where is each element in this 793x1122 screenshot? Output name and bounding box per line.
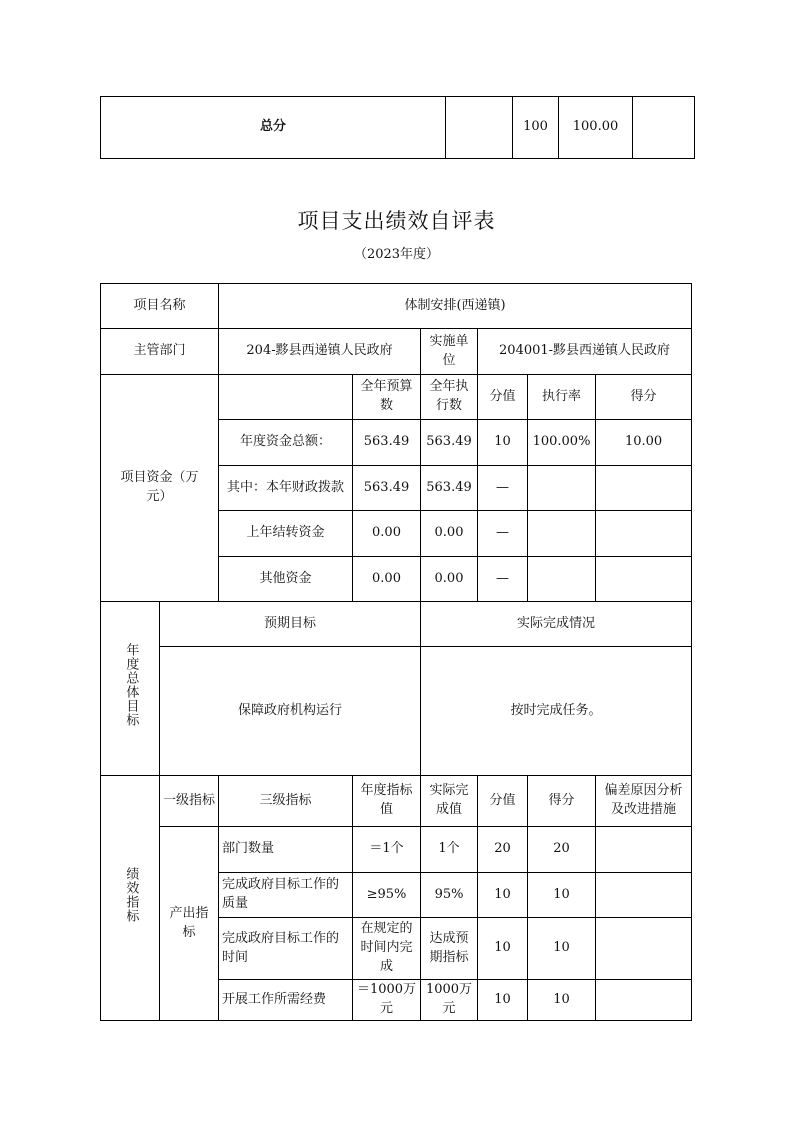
indicator-cell: 20 [478, 827, 528, 873]
goals-label-cell [101, 602, 160, 776]
funds-cell: 年度资金总额： [219, 420, 353, 466]
funds-cell: — [478, 557, 528, 602]
funds-header: 分值 [478, 375, 528, 420]
funds-cell [528, 511, 596, 557]
funds-cell: 563.49 [353, 466, 421, 511]
evaluation-table [100, 283, 692, 1021]
funds-label-text: 项目资金（万元） [120, 470, 199, 504]
indicator-cell: 开展工作所需经费 [219, 980, 353, 1021]
funds-cell: 上年结转资金 [219, 511, 353, 557]
expected-goal-text: 保障政府机构运行 [160, 647, 421, 776]
funds-cell: 0.00 [421, 511, 478, 557]
indicator-header: 年度指标值 [353, 776, 421, 827]
funds-header: 全年预算数 [353, 375, 421, 420]
funds-cell: 0.00 [353, 557, 421, 602]
total-score-label: 总分 [101, 97, 446, 159]
indicator-cell: 达成预期指标 [421, 918, 478, 980]
funds-cell: — [478, 466, 528, 511]
total-score-cell [633, 97, 695, 159]
indicator-cell: 95% [421, 873, 478, 918]
indicator-header: 三级指标 [219, 776, 353, 827]
funds-cell: 其他资金 [219, 557, 353, 602]
total-score-cell [446, 97, 513, 159]
indicator-cell: 10 [478, 873, 528, 918]
indicator-header: 实际完成值 [421, 776, 478, 827]
impl-label: 实施单位 [421, 329, 478, 375]
funds-cell: 563.49 [421, 420, 478, 466]
indicator-cell: 10 [528, 980, 596, 1021]
funds-cell: 0.00 [421, 557, 478, 602]
indicator-cell: ≥95% [353, 873, 421, 918]
funds-cell [596, 557, 692, 602]
indicator-header: 得分 [528, 776, 596, 827]
indicator-cell: 1000万元 [421, 980, 478, 1021]
total-score-value: 100.00 [559, 97, 633, 159]
funds-cell [528, 466, 596, 511]
page-title: 项目支出绩效自评表 [297, 209, 496, 233]
indicator-cell [596, 918, 692, 980]
dept-label: 主管部门 [101, 329, 219, 375]
expected-goal-header: 预期目标 [160, 602, 421, 647]
funds-header: 得分 [596, 375, 692, 420]
funds-cell: 10.00 [596, 420, 692, 466]
actual-goal-text: 按时完成任务。 [421, 647, 692, 776]
funds-cell: 0.00 [353, 511, 421, 557]
funds-cell: 563.49 [353, 420, 421, 466]
indicator-cell: 完成政府目标工作的时间 [219, 918, 353, 980]
indicator-cell: 20 [528, 827, 596, 873]
indicator-header: 分值 [478, 776, 528, 827]
funds-header: 执行率 [528, 375, 596, 420]
dept-value: 204-黟县西递镇人民政府 [219, 329, 421, 375]
indicator-cell: 10 [478, 918, 528, 980]
indicator-cell: 在规定的时间内完成 [353, 918, 421, 980]
project-name-value: 体制安排(西递镇) [219, 284, 692, 329]
impl-value: 204001-黟县西递镇人民政府 [478, 329, 692, 375]
indicators-label-cell [101, 776, 160, 1021]
funds-cell: 其中：本年财政拨款 [219, 466, 353, 511]
indicator-cell: 完成政府目标工作的质量 [219, 873, 353, 918]
total-score-max: 100 [513, 97, 559, 159]
funds-cell: 100.00% [528, 420, 596, 466]
funds-cell [528, 557, 596, 602]
indicator-cell: 部门数量 [219, 827, 353, 873]
indicators-label: 绩效指标 [123, 866, 139, 923]
project-name-label: 项目名称 [101, 284, 219, 329]
indicator-cell: ＝1000万元 [353, 980, 421, 1021]
indicator-cell: 10 [478, 980, 528, 1021]
indicator-cell [596, 827, 692, 873]
indicator-cell: ＝1个 [353, 827, 421, 873]
indicator-cell: 10 [528, 873, 596, 918]
indicator-header: 一级指标 [160, 776, 219, 827]
indicator-cell: 1个 [421, 827, 478, 873]
indicator-cell [596, 980, 692, 1021]
actual-goal-header: 实际完成情况 [421, 602, 692, 647]
indicator-cell: 10 [528, 918, 596, 980]
indicator-group-text: 产出指标 [169, 905, 209, 940]
indicator-header: 偏差原因分析及改进措施 [596, 776, 692, 827]
funds-header [219, 375, 353, 420]
total-score-table [100, 96, 695, 159]
indicator-group [160, 827, 219, 1021]
funds-header: 全年执行数 [421, 375, 478, 420]
funds-cell [596, 511, 692, 557]
indicator-cell [596, 873, 692, 918]
funds-cell [596, 466, 692, 511]
goals-label: 年度总体目标 [123, 643, 139, 728]
funds-label [101, 375, 219, 602]
funds-cell: 563.49 [421, 466, 478, 511]
funds-cell: 10 [478, 420, 528, 466]
year-subtitle: （2023年度） [353, 247, 440, 262]
funds-cell: — [478, 511, 528, 557]
